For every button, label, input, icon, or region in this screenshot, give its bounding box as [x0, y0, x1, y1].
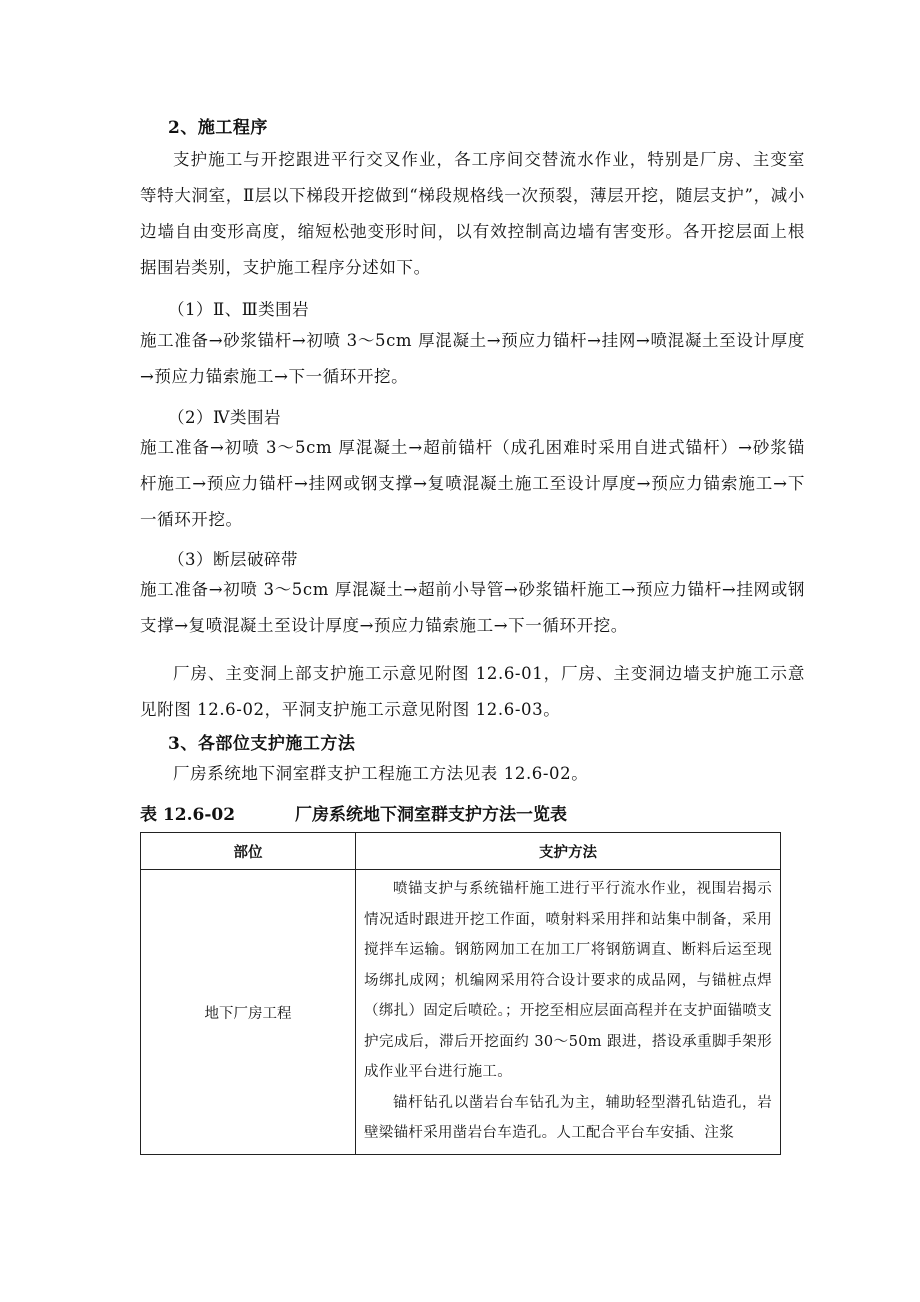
method-paragraph: 锚杆钻孔以凿岩台车钻孔为主，辅助轻型潜孔钻造孔，岩壁梁锚杆采用凿岩台车造孔。人工配合平台车安插、注浆 — [364, 1094, 772, 1141]
case-1-text: 施工准备→砂浆锚杆→初喷 3～5cm 厚混凝土→预应力锚杆→挂网→喷混凝土至设计厚度→预应力锚索施工→下一循环开挖。 — [140, 331, 805, 386]
case-3-label: （3）断层破碎带 — [168, 550, 298, 569]
figures-note: 厂房、主变洞上部支护施工示意见附图 12.6-01，厂房、主变洞边墙支护施工示意见附图 12.6-02，平洞支护施工示意见附图 12.6-03。 — [140, 664, 805, 719]
case-2-label: （2）Ⅳ类围岩 — [168, 408, 281, 427]
header-location: 部位 — [141, 833, 356, 870]
section-2-intro: 支护施工与开挖跟进平行交叉作业，各工序间交替流水作业，特别是厂房、主变室等特大洞室，Ⅱ层以下梯段开挖做到“梯段规格线一次预裂，薄层开挖，随层支护”，减小边墙自由变形高度，缩短松弛变形时间，以有效控制高边墙有害变形。各开挖层面上根据围岩类别，支护施工程序分述如下。 — [140, 150, 805, 277]
case-1-label: （1）Ⅱ、Ⅲ类围岩 — [168, 300, 310, 319]
table-number: 表 12.6-02 — [140, 805, 236, 825]
section-3-intro: 厂房系统地下洞室群支护工程施工方法见表 12.6-02。 — [173, 764, 589, 783]
table-title: 厂房系统地下洞室群支护方法一览表 — [295, 805, 567, 825]
case-2-text: 施工准备→初喷 3～5cm 厚混凝土→超前锚杆（成孔困难时采用自进式锚杆）→砂浆锚杆施工→预应力锚杆→挂网或钢支撑→复喷混凝土施工至设计厚度→预应力锚索施工→下一循环开挖。 — [140, 438, 805, 529]
header-method: 支护方法 — [356, 833, 781, 870]
case-3-text: 施工准备→初喷 3～5cm 厚混凝土→超前小导管→砂浆锚杆施工→预应力锚杆→挂网或钢支撑→复喷混凝土至设计厚度→预应力锚索施工→下一循环开挖。 — [140, 580, 805, 635]
table-header-row — [141, 833, 781, 870]
method-paragraph: 喷锚支护与系统锚杆施工进行平行流水作业，视围岩揭示情况适时跟进开挖工作面，喷射料采用拌和站集中制备，采用搅拌车运输。钢筋网加工在加工厂将钢筋调直、断料后运至现场绑扎成网；机编网采用符合设计要求的成品网，与锚桩点焊（绑扎）固定后喷砼。；开挖至相应层面高程并在支护面锚喷支护完成后，滞后开挖面约 30～50m 跟进，搭设承重脚手架形成作业平台进行施工。 — [364, 881, 772, 1080]
row-method — [356, 870, 781, 1155]
section-2-heading: 2、施工程序 — [168, 118, 268, 138]
table-row — [141, 870, 781, 1155]
row-location: 地下厂房工程 — [141, 870, 356, 1155]
support-methods-table — [140, 832, 781, 1155]
section-3-heading: 3、各部位支护施工方法 — [168, 734, 356, 754]
